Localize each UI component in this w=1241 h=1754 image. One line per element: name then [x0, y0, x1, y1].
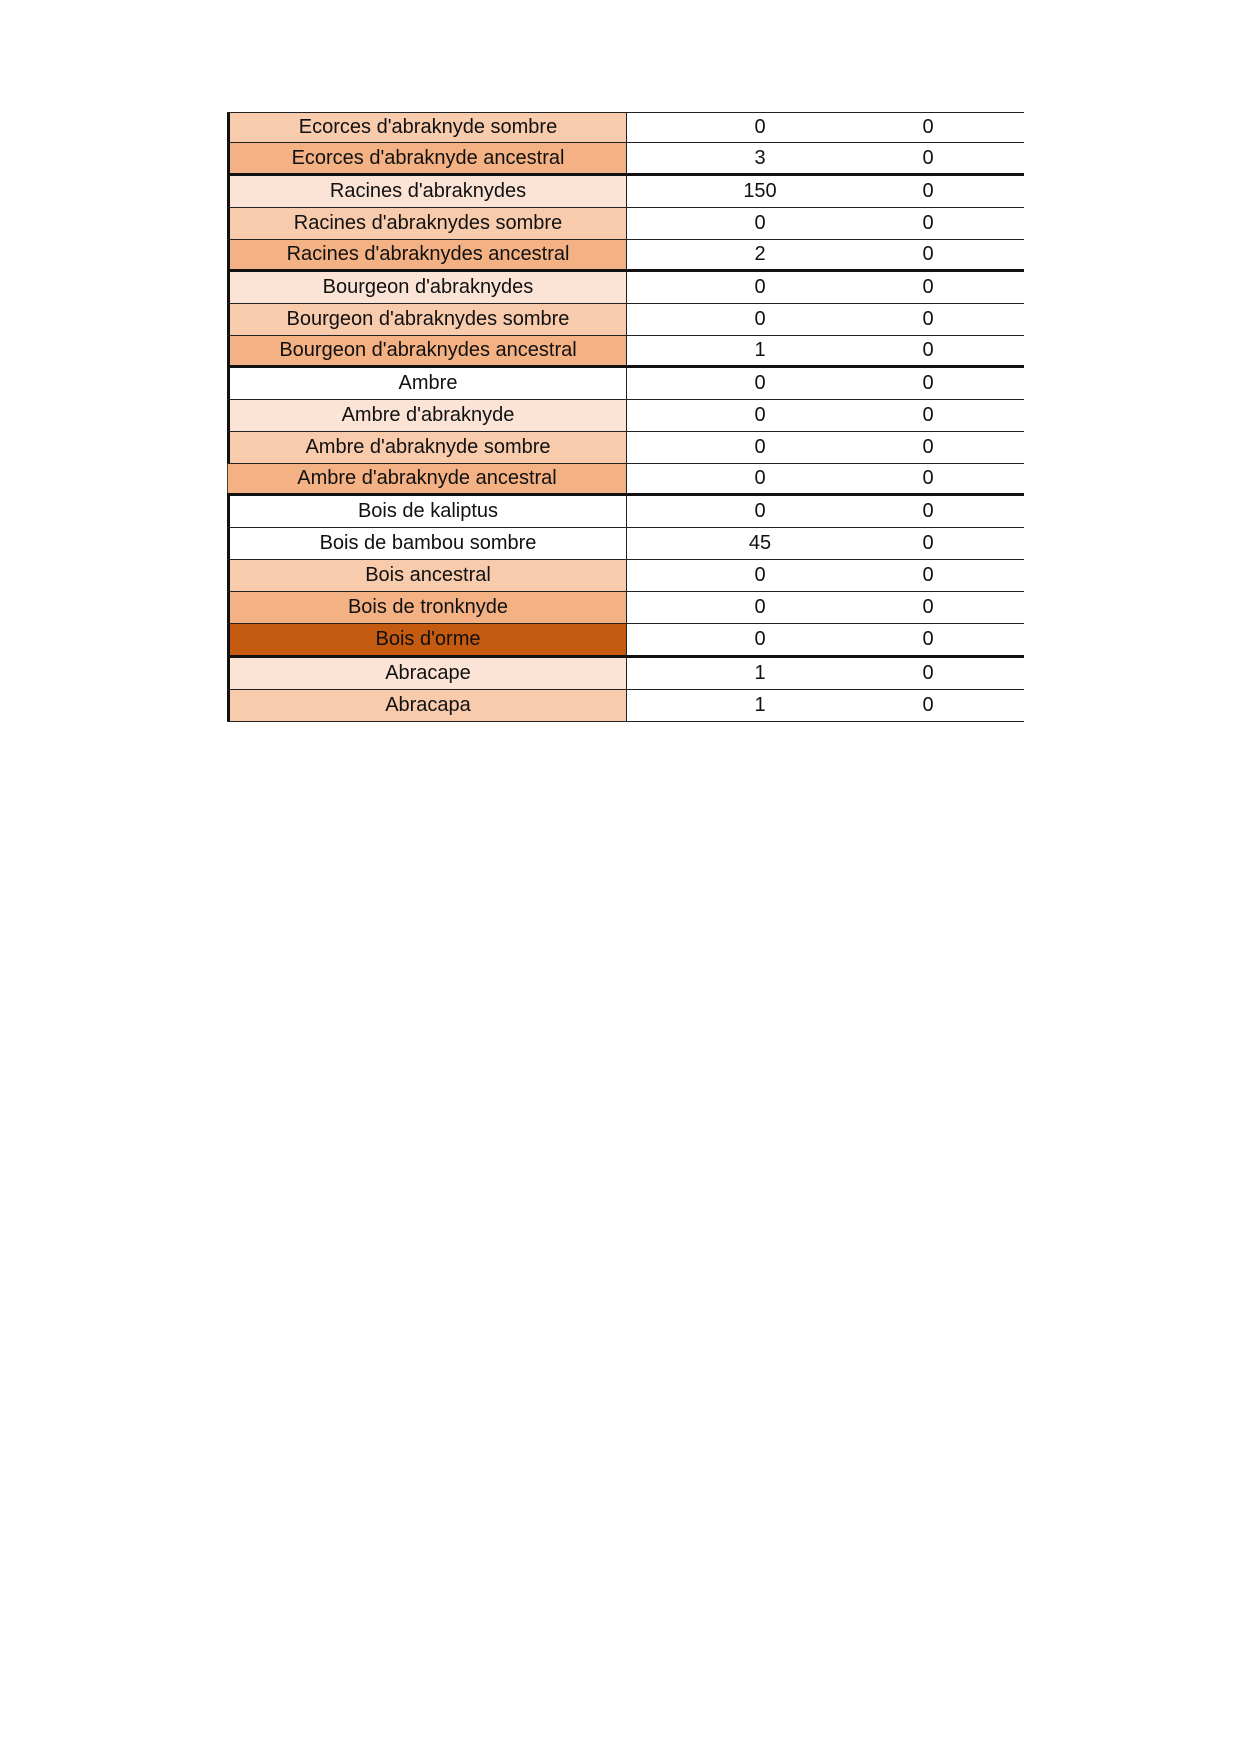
secondary-quantity-value: 0: [922, 308, 934, 330]
secondary-quantity-value: 0: [922, 467, 934, 489]
table-row: [227, 208, 1024, 240]
secondary-quantity-cell[interactable]: [893, 400, 1024, 431]
secondary-quantity-cell[interactable]: [893, 432, 1024, 463]
quantity-cell[interactable]: 0: [754, 467, 766, 489]
secondary-quantity-cell[interactable]: [893, 658, 1024, 689]
resource-name-cell[interactable]: Bois ancestral: [227, 560, 627, 591]
secondary-quantity-value: 0: [922, 436, 934, 458]
secondary-quantity-cell[interactable]: [893, 560, 1024, 591]
quantity-cell[interactable]: 0: [754, 500, 766, 522]
secondary-quantity-cell[interactable]: [893, 143, 1024, 173]
secondary-quantity-value: 0: [922, 532, 934, 554]
quantity-cell[interactable]: 150: [743, 180, 777, 202]
secondary-quantity-cell[interactable]: [893, 272, 1024, 303]
secondary-quantity-value: 0: [922, 372, 934, 394]
table-row: [227, 464, 1024, 496]
resource-name-cell[interactable]: Bois d'orme: [227, 624, 627, 655]
quantity-cell[interactable]: 3: [754, 146, 766, 169]
quantity-cell[interactable]: 0: [754, 116, 766, 138]
secondary-quantity-cell[interactable]: [893, 336, 1024, 365]
quantity-cell[interactable]: 45: [748, 532, 772, 554]
secondary-quantity-value: 0: [922, 628, 934, 650]
secondary-quantity-cell[interactable]: [893, 113, 1024, 142]
table-row: [227, 112, 1024, 143]
resource-name-cell[interactable]: Abracape: [227, 658, 627, 689]
secondary-quantity-value: 0: [922, 146, 934, 169]
secondary-quantity-cell[interactable]: [893, 624, 1024, 655]
resource-name-cell[interactable]: Abracapa: [227, 690, 627, 721]
resource-name-cell[interactable]: Racines d'abraknydes ancestral: [227, 240, 627, 269]
secondary-quantity-value: 0: [922, 694, 934, 716]
quantity-cell[interactable]: 0: [754, 308, 766, 330]
table-row: [227, 176, 1024, 208]
resource-name-cell[interactable]: Ecorces d'abraknyde ancestral: [227, 143, 627, 173]
resource-name-cell[interactable]: Bourgeon d'abraknydes ancestral: [227, 336, 627, 365]
quantity-cell[interactable]: 0: [754, 372, 766, 394]
secondary-quantity-cell[interactable]: [893, 528, 1024, 559]
table-row: [227, 432, 1024, 464]
secondary-quantity-cell[interactable]: [893, 208, 1024, 239]
secondary-quantity-value: 0: [922, 180, 934, 202]
resource-name-cell[interactable]: Ambre d'abraknyde ancestral: [227, 464, 627, 493]
resource-table: [227, 112, 1024, 722]
secondary-quantity-value: 0: [922, 339, 934, 361]
table-row: [227, 592, 1024, 624]
resource-name-cell[interactable]: Bois de bambou sombre: [227, 528, 627, 559]
secondary-quantity-value: 0: [922, 243, 934, 265]
quantity-cell[interactable]: 0: [754, 276, 766, 298]
table-row: [227, 528, 1024, 560]
table-row: [227, 272, 1024, 304]
secondary-quantity-value: 0: [922, 404, 934, 426]
secondary-quantity-value: 0: [922, 596, 934, 618]
quantity-cell[interactable]: 0: [754, 596, 766, 618]
secondary-quantity-value: 0: [922, 212, 934, 234]
secondary-quantity-cell[interactable]: [893, 240, 1024, 269]
table-row: [227, 336, 1024, 368]
secondary-quantity-cell[interactable]: [893, 368, 1024, 399]
secondary-quantity-value: 0: [922, 564, 934, 586]
secondary-quantity-cell[interactable]: [893, 496, 1024, 527]
quantity-cell[interactable]: 2: [754, 243, 766, 265]
resource-name-cell[interactable]: Bois de tronknyde: [227, 592, 627, 623]
table-row: [227, 304, 1024, 336]
resource-name-cell[interactable]: Bourgeon d'abraknydes sombre: [227, 304, 627, 335]
table-row: [227, 690, 1024, 722]
resource-name-cell[interactable]: Ecorces d'abraknyde sombre: [227, 113, 627, 142]
secondary-quantity-value: 0: [922, 500, 934, 522]
secondary-quantity-cell[interactable]: [893, 592, 1024, 623]
table-row: [227, 496, 1024, 528]
resource-name-cell[interactable]: Ambre: [227, 368, 627, 399]
table-row: [227, 240, 1024, 272]
secondary-quantity-value: 0: [922, 276, 934, 298]
secondary-quantity-cell[interactable]: [893, 176, 1024, 207]
resource-name-cell[interactable]: Racines d'abraknydes sombre: [227, 208, 627, 239]
secondary-quantity-value: 0: [922, 662, 934, 684]
resource-name-cell[interactable]: Ambre d'abraknyde sombre: [227, 432, 627, 463]
secondary-quantity-cell[interactable]: [893, 304, 1024, 335]
table-row: [227, 368, 1024, 400]
secondary-quantity-cell[interactable]: [893, 690, 1024, 721]
quantity-cell[interactable]: 0: [754, 564, 766, 586]
quantity-cell[interactable]: 1: [754, 662, 766, 684]
quantity-cell[interactable]: 0: [754, 628, 766, 650]
resource-name-cell[interactable]: Ambre d'abraknyde: [227, 400, 627, 431]
table-row: [227, 560, 1024, 592]
quantity-cell[interactable]: 1: [754, 694, 766, 716]
table-row: [227, 400, 1024, 432]
secondary-quantity-value: 0: [922, 116, 934, 138]
resource-name-cell[interactable]: Racines d'abraknydes: [227, 176, 627, 207]
resource-name-cell[interactable]: Bois de kaliptus: [227, 496, 627, 527]
secondary-quantity-cell[interactable]: [893, 464, 1024, 493]
table-row: [227, 658, 1024, 690]
table-row: [227, 143, 1024, 176]
quantity-cell[interactable]: 1: [754, 339, 766, 361]
quantity-cell[interactable]: 0: [754, 436, 766, 458]
quantity-cell[interactable]: 0: [754, 404, 766, 426]
table-row: [227, 624, 1024, 658]
resource-name-cell[interactable]: Bourgeon d'abraknydes: [227, 272, 627, 303]
quantity-cell[interactable]: 0: [754, 212, 766, 234]
